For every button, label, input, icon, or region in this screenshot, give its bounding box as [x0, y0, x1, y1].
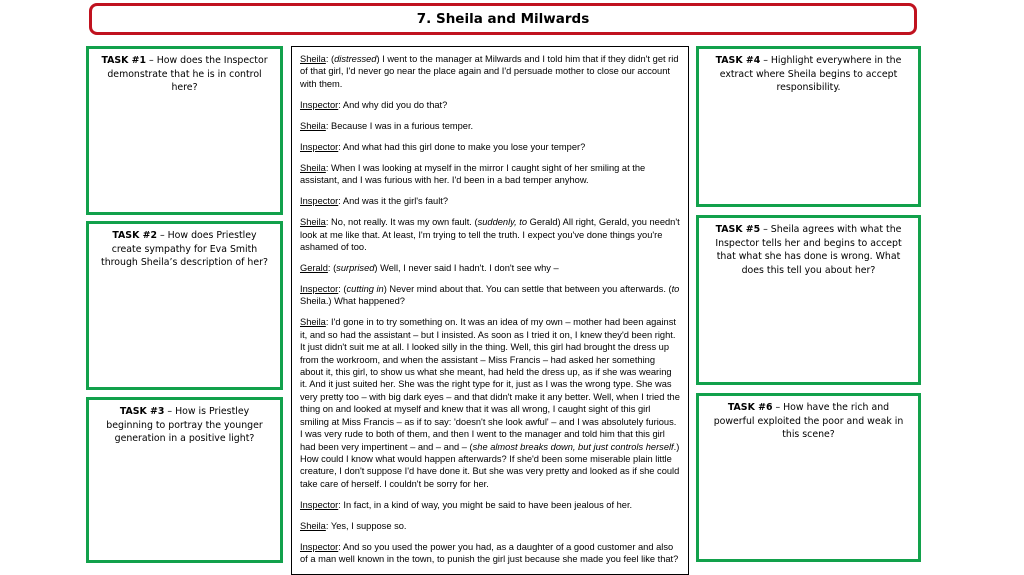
- task-4-box: [696, 46, 921, 207]
- task-1-label: TASK #1: [101, 55, 147, 66]
- stage-direction: surprised: [336, 263, 375, 274]
- speaker: Sheila: [300, 520, 326, 531]
- task-3-question: – How is Priestley beginning to portray the younger generation in a positive light?: [106, 406, 263, 445]
- extract-para-11: [300, 499, 680, 511]
- line-text: Sheila.) What happened?: [300, 296, 405, 307]
- extract-para-4: [300, 141, 680, 153]
- speaker: Sheila: [300, 120, 326, 131]
- line-text: : And was it the girl's fault?: [338, 196, 449, 207]
- task-3-box: [86, 397, 283, 563]
- speaker: Gerald: [300, 263, 328, 274]
- line-text: : I'd gone in to try something on. It was an idea of my own – mother had been against it, and so had the assistant – but I insisted. As soon as I tried it on, I knew they'd been right. It just didn't suit me at all. I looked silly in the thing. Well, this girl had brought the dress up from the workroom, and when the assistant – Miss Francis – had asked her something about it, this girl, to show us what she meant, had held the dress up, as if she was wearing it. And it just suited her. She was the right type for it, just as I was the wrong type. She was very pretty too – with big dark eyes – and that didn't make it any better. Well, when I tried the thing on and looked at myself and knew that it was all wrong, I caught sight of this girl smiling at Miss Francis – as if to say: 'doesn't she look awful' – and I was absolutely furious. I was very rude to both of them, and then I went to the manager and told him that this girl had been very impertinent – and – and – (: [300, 317, 680, 452]
- line-text: .) How could I know what would happen afterwards? If she'd been some miserable plain little creature, I don't suppose I'd have done it. But she was very pretty and looked as if she could take care of herself. I couldn't be sorry for her.: [300, 441, 680, 489]
- stage-direction: to: [671, 284, 680, 295]
- task-2-box: [86, 221, 283, 390]
- line-text: : (: [338, 284, 347, 295]
- speaker: Inspector: [300, 141, 339, 152]
- task-4-label: TASK #4: [715, 55, 761, 66]
- task-6-label: TASK #6: [727, 402, 773, 413]
- speaker: Sheila: [300, 317, 326, 328]
- play-extract: [291, 46, 689, 575]
- task-6-question: – How have the rich and powerful exploited the poor and weak in this scene?: [713, 402, 904, 441]
- stage-direction: suddenly, to: [477, 217, 528, 228]
- extract-para-12: [300, 520, 680, 532]
- line-text: : Yes, I suppose so.: [325, 520, 407, 531]
- extract-para-10: [300, 316, 680, 490]
- line-text: : No, not really. It was my own fault. (: [325, 217, 478, 228]
- extract-para-2: [300, 99, 680, 111]
- task-5-box: [696, 215, 921, 385]
- page-title: 7. Sheila and Milwards: [416, 11, 590, 27]
- extract-para-1: [300, 53, 680, 90]
- line-text: : And why did you do that?: [338, 99, 448, 110]
- extract-para-9: [300, 283, 680, 308]
- speaker: Inspector: [300, 196, 339, 207]
- line-text: : And so you used the power you had, as a daughter of a good customer and also of a man well known in the town, to punish the girl just because she made you feel like that?: [300, 541, 679, 565]
- task-6-box: [696, 393, 921, 562]
- line-text: : In fact, in a kind of way, you might be said to have been jealous of her.: [338, 499, 633, 510]
- line-text: : When I was looking at myself in the mirror I caught sight of her smiling at the assistant, and I was furious with her. I'd been in a bad temper anyhow.: [300, 162, 646, 186]
- stage-direction: she almost breaks down, but just controls herself: [472, 441, 674, 452]
- speaker: Sheila: [300, 54, 326, 64]
- extract-para-3: [300, 120, 680, 132]
- speaker: Inspector: [300, 284, 339, 295]
- speaker: Inspector: [300, 99, 339, 110]
- speaker: Sheila: [300, 162, 326, 173]
- speaker: Sheila: [300, 217, 326, 228]
- extract-para-7: [300, 216, 680, 253]
- task-2-label: TASK #2: [112, 230, 157, 241]
- extract-para-13: [300, 541, 680, 566]
- line-text: : And what had this girl done to make you lose your temper?: [338, 141, 586, 152]
- task-4-question: – Highlight everywhere in the extract where Sheila begins to accept responsibility.: [719, 55, 902, 94]
- extract-para-6: [300, 195, 680, 207]
- line-text: : Because I was in a furious temper.: [325, 120, 474, 131]
- task-1-question: – How does the Inspector demonstrate that he is in control here?: [107, 55, 268, 94]
- line-text: ) Well, I never said I hadn't. I don't see why –: [374, 263, 559, 274]
- task-1-box: [86, 46, 283, 215]
- extract-para-5: [300, 162, 680, 187]
- line-text: : (: [325, 54, 335, 64]
- speaker: Inspector: [300, 541, 339, 552]
- stage-direction: distressed: [334, 54, 377, 64]
- task-2-question: – How does Priestley create sympathy for Eva Smith through Sheila’s description of her?: [101, 230, 268, 269]
- line-text: Gerald) All right, Gerald, you needn't look at me like that. At least, I'm trying to tell the truth. I expect you've done things you're ashamed of too.: [300, 217, 680, 253]
- task-3-label: TASK #3: [119, 406, 165, 417]
- stage-direction: cutting in: [346, 284, 384, 295]
- extract-para-8: [300, 262, 680, 274]
- line-text: ) Never mind about that. You can settle that between you afterwards. (: [383, 284, 672, 295]
- title-banner: [89, 3, 917, 35]
- speaker: Inspector: [300, 499, 339, 510]
- task-5-question: – Sheila agrees with what the Inspector tells her and begins to accept that what she has done is wrong. What does this tell you about her?: [715, 224, 902, 276]
- line-text: ) I went to the manager at Milwards and I told him that if they didn't get rid of that girl, I'd never go near the place again and I'd persuade mother to close our account with them.: [300, 54, 679, 89]
- line-text: : (: [327, 263, 337, 274]
- task-5-label: TASK #5: [715, 224, 761, 235]
